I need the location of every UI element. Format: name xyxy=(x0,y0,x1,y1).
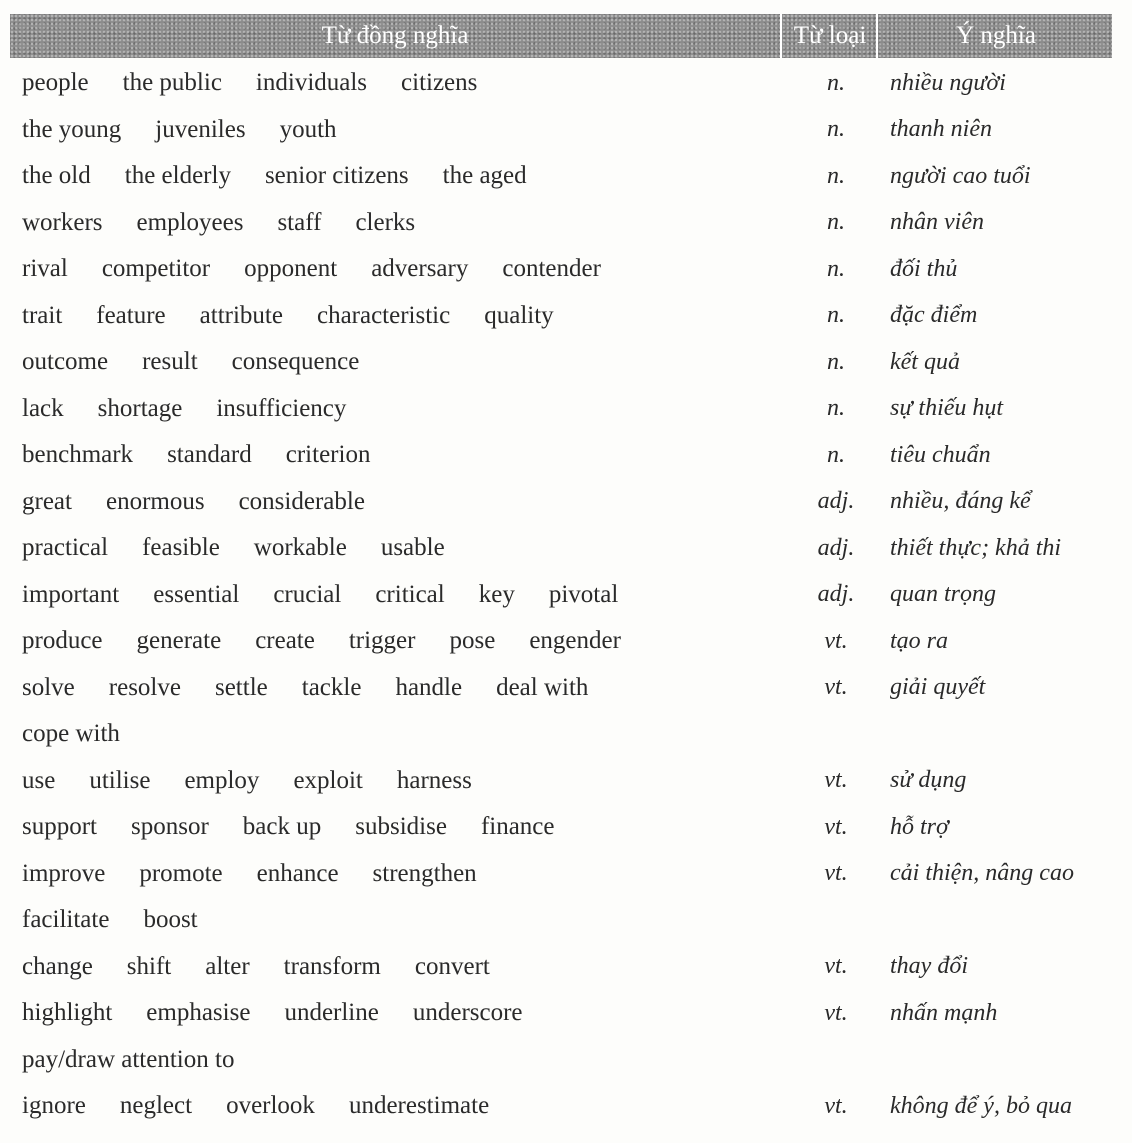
part-of-speech-cell: vt. xyxy=(824,860,848,887)
synonyms-cell xyxy=(22,386,802,433)
synonym-word: critical xyxy=(375,580,445,608)
part-of-speech-cell: vt. xyxy=(824,627,848,654)
table-row xyxy=(0,758,1132,805)
synonym-word: insufficiency xyxy=(216,394,347,422)
synonym-word: generate xyxy=(136,627,222,655)
synonym-word: transform xyxy=(283,952,381,980)
meaning-cell: thanh niên xyxy=(890,116,992,143)
synonym-word: consequence xyxy=(231,348,360,376)
meaning-cell: nhiều người xyxy=(890,69,1006,96)
synonym-word: shortage xyxy=(97,394,183,422)
part-of-speech-cell: adj. xyxy=(817,534,855,561)
synonym-word: standard xyxy=(167,441,252,469)
synonym-word: criterion xyxy=(285,441,371,469)
table-row xyxy=(0,479,1132,526)
synonym-word: produce xyxy=(22,627,103,655)
synonym-word: overlook xyxy=(226,1092,315,1120)
synonyms-cell xyxy=(22,246,802,293)
synonym-word: attribute xyxy=(199,301,283,329)
part-of-speech-cell: n. xyxy=(827,116,845,143)
synonym-word: underscore xyxy=(412,999,523,1027)
table-row xyxy=(0,432,1132,479)
table-row xyxy=(0,851,1132,898)
synonyms-cell xyxy=(22,339,802,386)
part-of-speech-cell: vt. xyxy=(824,767,848,794)
synonym-word: strengthen xyxy=(372,859,477,887)
meaning-cell: đối thủ xyxy=(890,255,958,282)
synonym-word: harness xyxy=(396,766,472,794)
synonym-word: trait xyxy=(22,301,63,329)
synonym-word: competitor xyxy=(101,255,211,283)
part-of-speech-cell: vt. xyxy=(824,1092,848,1119)
synonym-word: key xyxy=(478,580,515,608)
synonyms-cell xyxy=(22,572,802,619)
synonym-word: the aged xyxy=(442,162,527,190)
synonym-word: usable xyxy=(380,534,445,562)
synonym-word: benchmark xyxy=(22,441,134,469)
synonyms-cell xyxy=(22,479,802,526)
synonym-word: cope with xyxy=(22,720,120,748)
table-row xyxy=(0,293,1132,340)
table-row xyxy=(0,525,1132,572)
table-row xyxy=(0,618,1132,665)
synonym-word: the elderly xyxy=(124,162,231,190)
table-row xyxy=(0,804,1132,851)
synonym-word: outcome xyxy=(22,348,109,376)
meaning-cell: giải quyết xyxy=(890,674,986,701)
synonym-word: practical xyxy=(22,534,109,562)
synonym-word: alter xyxy=(205,952,250,980)
synonyms-cell xyxy=(22,1083,802,1130)
meaning-cell: quan trọng xyxy=(890,581,997,608)
meaning-cell: thay đổi xyxy=(890,953,968,980)
synonym-word: shift xyxy=(126,952,172,980)
synonym-word: rival xyxy=(22,255,68,283)
synonym-word: create xyxy=(255,627,315,655)
synonyms-cell xyxy=(22,1037,802,1084)
synonym-word: citizens xyxy=(401,69,478,97)
synonym-word: pivotal xyxy=(548,580,619,608)
synonym-word: clerks xyxy=(355,208,416,236)
table-row xyxy=(0,1037,1132,1084)
synonym-word: staff xyxy=(277,208,322,236)
part-of-speech-cell xyxy=(806,711,866,758)
table-row xyxy=(0,990,1132,1037)
header-meaning: Ý nghĩa xyxy=(876,14,1114,58)
synonyms-cell xyxy=(22,525,802,572)
meaning-cell: sự thiếu hụt xyxy=(890,395,1004,422)
synonym-word: employees xyxy=(136,208,244,236)
synonyms-cell xyxy=(22,293,802,340)
synonym-word: adversary xyxy=(371,255,469,283)
synonym-word: neglect xyxy=(119,1092,193,1120)
part-of-speech-cell: vt. xyxy=(824,999,848,1026)
synonym-word: the old xyxy=(22,162,91,190)
header-part-of-speech: Từ loại xyxy=(780,14,878,58)
meaning-cell: tiêu chuẩn xyxy=(890,441,991,468)
table-row xyxy=(0,339,1132,386)
synonym-word: pose xyxy=(449,627,496,655)
table-header xyxy=(10,14,1112,58)
synonym-word: enormous xyxy=(105,487,205,515)
meaning-cell: người cao tuổi xyxy=(890,162,1031,189)
synonyms-cell xyxy=(22,432,802,479)
synonyms-cell xyxy=(22,618,802,665)
synonyms-cell xyxy=(22,153,802,200)
synonym-word: employ xyxy=(184,766,260,794)
part-of-speech-cell: n. xyxy=(827,348,845,375)
synonym-word: considerable xyxy=(238,487,365,515)
synonym-word: utilise xyxy=(89,766,151,794)
synonyms-cell xyxy=(22,897,802,944)
synonym-word: deal with xyxy=(496,673,589,701)
synonym-word: subsidise xyxy=(355,813,447,841)
part-of-speech-cell: n. xyxy=(827,255,845,282)
synonym-word: people xyxy=(22,69,89,97)
part-of-speech-cell xyxy=(806,1037,866,1084)
synonym-word: handle xyxy=(395,673,463,701)
synonym-word: finance xyxy=(480,813,555,841)
synonym-word: enhance xyxy=(256,859,339,887)
synonyms-cell xyxy=(22,804,802,851)
synonym-word: opponent xyxy=(244,255,338,283)
synonyms-cell xyxy=(22,944,802,991)
meaning-cell: sử dụng xyxy=(890,767,967,794)
header-synonyms: Từ đồng nghĩa xyxy=(321,22,469,49)
synonyms-cell xyxy=(22,851,802,898)
meaning-cell: nhấn mạnh xyxy=(890,999,998,1026)
table-row xyxy=(0,200,1132,247)
synonym-word: workers xyxy=(22,208,103,236)
meaning-cell: cải thiện, nâng cao xyxy=(890,860,1074,887)
part-of-speech-cell xyxy=(806,897,866,944)
meaning-cell: kết quả xyxy=(890,348,960,375)
synonym-word: exploit xyxy=(293,766,363,794)
synonyms-cell xyxy=(22,665,802,712)
part-of-speech-cell: vt. xyxy=(824,953,848,980)
synonym-word: the young xyxy=(22,115,122,143)
synonym-word: contender xyxy=(502,255,601,283)
part-of-speech-cell: vt. xyxy=(824,813,848,840)
part-of-speech-cell: n. xyxy=(827,395,845,422)
table-row xyxy=(0,944,1132,991)
table-row xyxy=(0,107,1132,154)
table-row xyxy=(0,1083,1132,1130)
synonyms-cell xyxy=(22,711,802,758)
table-row xyxy=(0,897,1132,944)
synonyms-cell xyxy=(22,200,802,247)
synonym-word: underestimate xyxy=(348,1092,490,1120)
part-of-speech-cell: n. xyxy=(827,209,845,236)
synonym-word: back up xyxy=(242,813,322,841)
synonyms-cell xyxy=(22,60,802,107)
table-row xyxy=(0,386,1132,433)
meaning-cell: tạo ra xyxy=(890,627,949,654)
synonym-word: convert xyxy=(414,952,490,980)
synonym-word: the public xyxy=(122,69,222,97)
synonym-word: individuals xyxy=(255,69,368,97)
synonym-word: youth xyxy=(279,115,337,143)
synonym-word: pay/draw attention to xyxy=(22,1045,235,1073)
synonym-word: quality xyxy=(484,301,554,329)
synonym-word: lack xyxy=(22,394,64,422)
synonym-word: great xyxy=(22,487,72,515)
synonym-word: facilitate xyxy=(22,906,110,934)
part-of-speech-cell: n. xyxy=(827,302,845,329)
synonym-word: tackle xyxy=(301,673,362,701)
synonym-word: sponsor xyxy=(131,813,209,841)
part-of-speech-cell: n. xyxy=(827,162,845,189)
table-row xyxy=(0,60,1132,107)
meaning-cell: không để ý, bỏ qua xyxy=(890,1092,1072,1119)
meaning-cell: hỗ trợ xyxy=(890,813,949,840)
part-of-speech-cell: n. xyxy=(827,69,845,96)
synonym-word: emphasise xyxy=(146,999,251,1027)
vocabulary-table-body xyxy=(0,60,1132,1130)
synonym-word: crucial xyxy=(273,580,342,608)
synonym-word: settle xyxy=(214,673,268,701)
table-row xyxy=(0,665,1132,712)
synonym-word: use xyxy=(22,766,56,794)
synonym-word: change xyxy=(22,952,93,980)
synonym-word: solve xyxy=(22,673,75,701)
synonym-word: improve xyxy=(22,859,106,887)
synonym-word: boost xyxy=(143,906,198,934)
meaning-cell: thiết thực; khả thi xyxy=(890,534,1062,561)
synonym-word: underline xyxy=(284,999,379,1027)
synonyms-cell xyxy=(22,990,802,1037)
synonym-word: ignore xyxy=(22,1092,86,1120)
meaning-cell xyxy=(890,1037,1122,1084)
synonym-word: result xyxy=(142,348,198,376)
synonym-word: essential xyxy=(153,580,240,608)
synonym-word: characteristic xyxy=(316,301,451,329)
meaning-cell: nhân viên xyxy=(890,209,984,236)
table-row xyxy=(0,711,1132,758)
synonym-word: resolve xyxy=(108,673,181,701)
part-of-speech-cell: n. xyxy=(827,441,845,468)
synonym-word: promote xyxy=(139,859,223,887)
synonyms-cell xyxy=(22,758,802,805)
part-of-speech-cell: adj. xyxy=(817,581,855,608)
synonym-word: feasible xyxy=(142,534,220,562)
meaning-cell: nhiều, đáng kể xyxy=(890,488,1031,515)
synonym-word: juveniles xyxy=(155,115,246,143)
synonyms-cell xyxy=(22,107,802,154)
meaning-cell xyxy=(890,897,1122,944)
part-of-speech-cell: adj. xyxy=(817,488,855,515)
table-row xyxy=(0,572,1132,619)
synonym-word: trigger xyxy=(348,627,416,655)
table-row xyxy=(0,246,1132,293)
meaning-cell xyxy=(890,711,1122,758)
meaning-cell: đặc điểm xyxy=(890,302,978,329)
synonym-word: engender xyxy=(529,627,621,655)
table-row xyxy=(0,153,1132,200)
part-of-speech-cell: vt. xyxy=(824,674,848,701)
synonym-word: senior citizens xyxy=(264,162,409,190)
synonym-word: feature xyxy=(96,301,166,329)
synonym-word: support xyxy=(22,813,97,841)
synonym-word: important xyxy=(22,580,120,608)
synonym-word: workable xyxy=(253,534,347,562)
synonym-word: highlight xyxy=(22,999,113,1027)
